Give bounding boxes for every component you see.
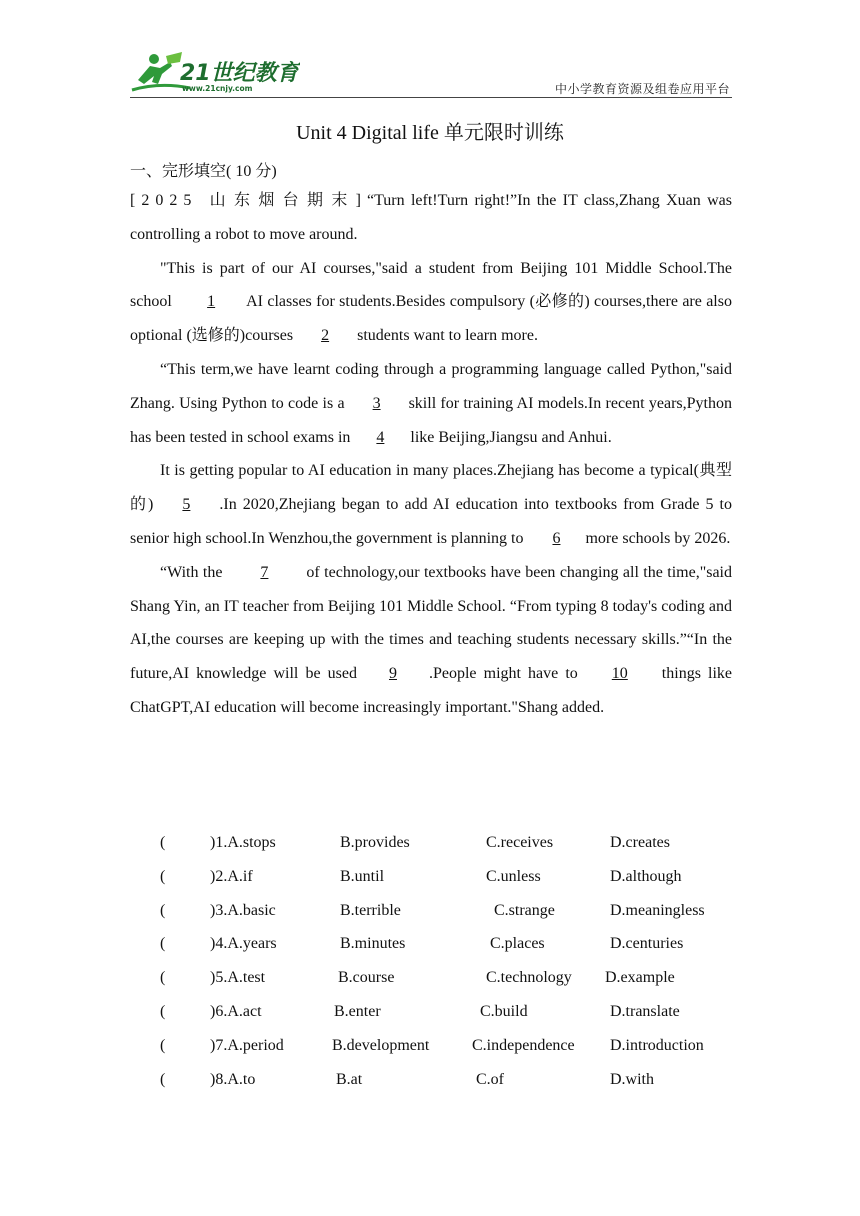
answer-paren[interactable]: ( [160, 935, 166, 953]
platform-label: 中小学教育资源及组卷应用平台 [554, 82, 730, 96]
blank-2[interactable]: 2 [321, 327, 330, 345]
option-row-1 [160, 826, 740, 860]
blank-9[interactable]: 9 [388, 665, 397, 683]
option-d: D.example [605, 969, 675, 987]
option-a: )6.A.act [210, 1002, 262, 1020]
paragraph-text: like Beijing,Jiangsu and Anhui. [410, 428, 612, 446]
option-a: )8.A.to [210, 1070, 256, 1088]
option-d: D.creates [610, 834, 670, 851]
logo-text: 21世纪教育 [180, 61, 299, 86]
option-a: )3.A.basic [210, 901, 276, 919]
option-d: D.introduction [610, 1036, 704, 1054]
option-d: D.centuries [610, 935, 684, 953]
option-row-3 [160, 894, 740, 928]
options-list [160, 826, 740, 1096]
paragraph-text: .People might have to [428, 665, 578, 683]
answer-paren[interactable]: ( [160, 1070, 166, 1088]
option-a: )4.A.years [210, 935, 277, 953]
option-row-7 [160, 1029, 740, 1063]
option-c: C.independence [472, 1036, 575, 1054]
option-d: D.meaningless [610, 901, 705, 919]
paragraph-text: "This is part of our AI courses,"said a student from Beijing 101 Middle School.The school [130, 259, 732, 311]
header-divider [130, 97, 732, 98]
option-b: B.at [336, 1070, 363, 1088]
paragraph-text: students want to learn more. [357, 327, 538, 345]
blank-1[interactable]: 1 [207, 293, 216, 311]
paragraph-text: AI classes for students.Besides compulsory (必修的) courses,there are also optional (选修的)courses [130, 293, 732, 345]
logo-21cnjy [130, 50, 300, 94]
answer-paren[interactable]: ( [160, 834, 166, 851]
paragraph-text: skill for training AI models.In recent years,Python has been tested in school exams in [130, 394, 732, 446]
blank-3[interactable]: 3 [372, 394, 381, 412]
option-row-2 [160, 860, 740, 894]
option-row-5 [160, 961, 740, 995]
option-c: C.build [480, 1002, 528, 1020]
option-a: )5.A.test [210, 969, 266, 987]
option-b: B.minutes [340, 935, 406, 953]
blank-7[interactable]: 7 [260, 563, 269, 581]
blank-5[interactable]: 5 [182, 496, 191, 514]
paragraph-text: more schools by 2026. [585, 529, 731, 547]
blank-10[interactable]: 10 [611, 665, 628, 683]
answer-paren[interactable]: ( [160, 867, 166, 885]
answer-paren[interactable]: ( [160, 1002, 166, 1020]
option-b: B.provides [340, 834, 410, 851]
option-c: C.technology [486, 969, 572, 987]
option-a: )7.A.period [210, 1036, 284, 1054]
option-row-8 [160, 1063, 740, 1097]
answer-paren[interactable]: ( [160, 1036, 166, 1054]
blank-4[interactable]: 4 [376, 428, 385, 446]
paragraph-text: .In 2020,Zhejiang began to add AI education into textbooks from Grade 5 to senior high school.In Wenzhou,the government is planning to [130, 496, 732, 547]
option-d: D.although [610, 867, 682, 885]
blank-6[interactable]: 6 [552, 529, 561, 547]
paragraph-text: It is getting popular to AI education in many places.Zhejiang has become a typical(典型的) [130, 462, 732, 514]
option-b: B.terrible [340, 901, 401, 919]
option-d: D.with [610, 1070, 654, 1088]
paragraph-1 [130, 184, 732, 252]
option-row-4 [160, 927, 740, 961]
paragraph-text: of technology,our textbooks have been changing all the time,"said Shang Yin, an IT teacher from Beijing 101 Middle School. “From typing 8 today's coding and AI,the courses are keeping up with the times and teaching students necessary skills.”“In the future,AI knowledge will be used [130, 563, 733, 683]
paragraph-text: things like ChatGPT,AI education will become increasingly important."Shang added. [130, 665, 732, 716]
paragraph-text: “This term,we have learnt coding through a programming language called Python,"said Zhang. Using Python to code is a [130, 360, 732, 412]
section-heading: 一、完形填空( 10 分) [130, 163, 277, 180]
page-header [130, 50, 732, 98]
paragraph-3 [130, 353, 732, 454]
cloze-passage [130, 184, 732, 725]
page-title: Unit 4 Digital life 单元限时训练 [296, 122, 564, 144]
source-tag: [2025 山东烟台期末] [130, 192, 367, 209]
answer-paren[interactable]: ( [160, 901, 166, 919]
option-c: C.of [476, 1070, 504, 1088]
option-c: C.unless [486, 867, 541, 885]
option-b: B.enter [334, 1002, 381, 1020]
paragraph-4 [130, 454, 732, 555]
paragraph-text: “With the [160, 563, 223, 581]
option-c: C.places [490, 935, 545, 953]
option-d: D.translate [610, 1002, 680, 1020]
option-c: C.strange [494, 901, 555, 919]
option-a: )2.A.if [210, 867, 253, 885]
paragraph-5 [130, 556, 732, 725]
option-b: B.until [340, 867, 385, 885]
paragraph-2 [130, 252, 732, 353]
option-row-6 [160, 995, 740, 1029]
logo-url: www.21cnjy.com [182, 84, 253, 93]
option-b: B.development [332, 1036, 430, 1054]
option-b: B.course [338, 969, 395, 987]
option-a: )1.A.stops [210, 834, 276, 851]
option-c: C.receives [486, 834, 554, 851]
answer-paren[interactable]: ( [160, 969, 166, 987]
paragraph-text: “Turn left!Turn right!”In the IT class,Zhang Xuan was controlling a robot to move around. [130, 192, 732, 243]
